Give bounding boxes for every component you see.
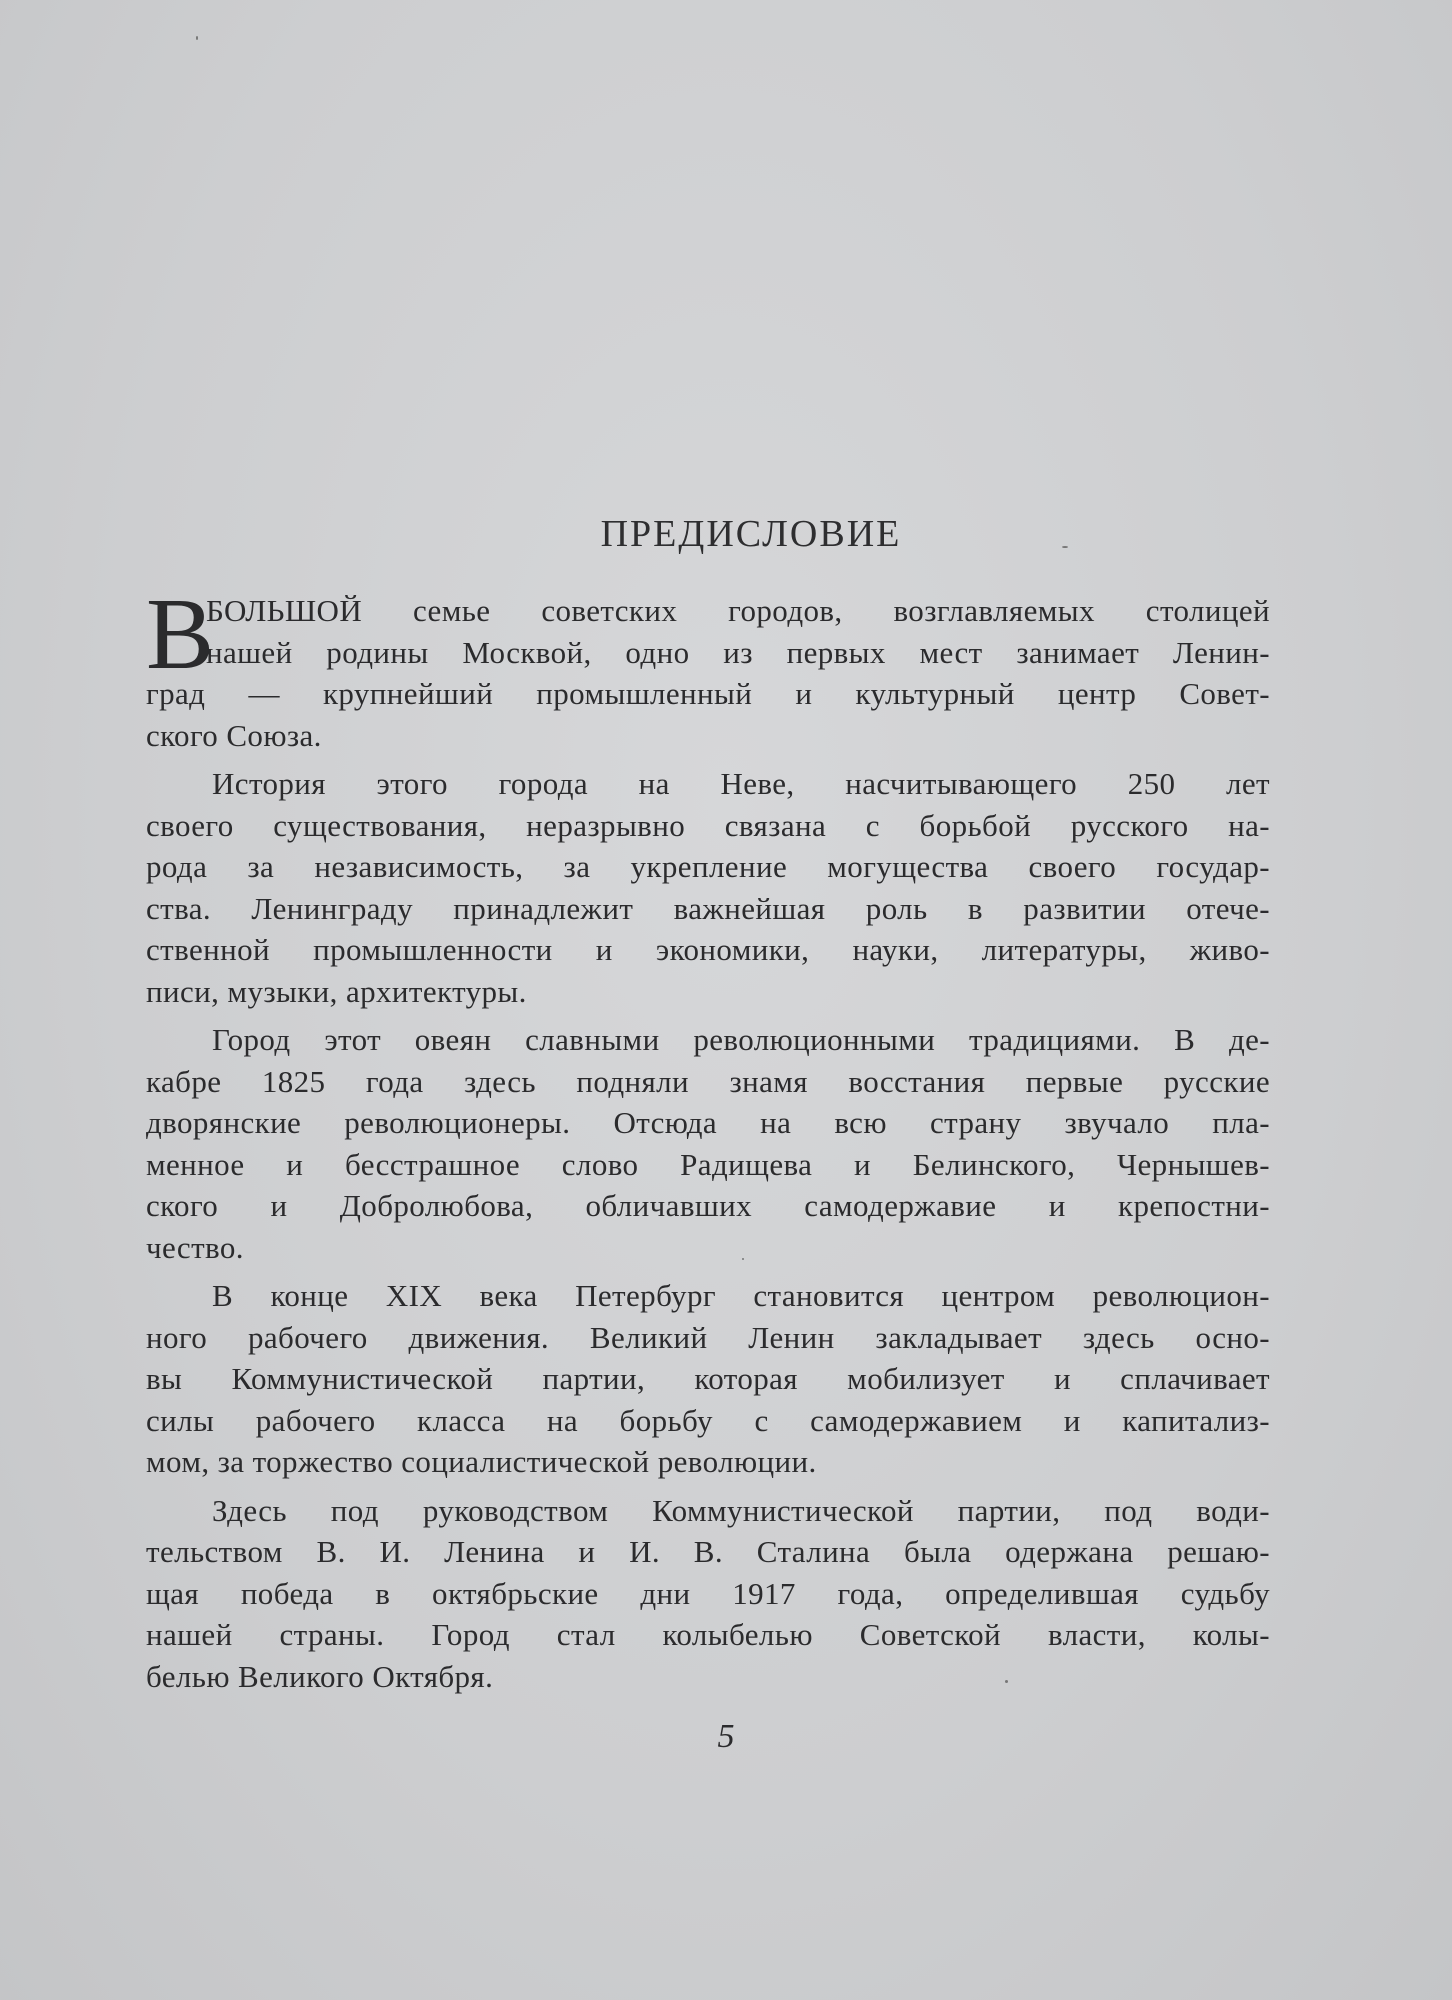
text-line: вы Коммунистической партии, которая мобилизует и сплачивает	[146, 1361, 1270, 1396]
text-line: ского Союза.	[146, 717, 322, 753]
page-number	[0, 1718, 1452, 1756]
paragraph-4	[146, 1275, 1270, 1483]
drop-cap: В	[146, 578, 215, 691]
text-line: чество.	[146, 1229, 244, 1265]
paragraph-2	[146, 763, 1270, 1012]
text-line: ства. Ленинграду принадлежит важнейшая роль в развитии отече-	[146, 890, 1270, 926]
text-line: своего существования, неразрывно связана с борьбой русского на-	[146, 807, 1270, 843]
text-line: тельством В. И. Ленина и И. В. Сталина была одержана решаю-	[146, 1534, 1270, 1569]
chapter-heading: ПРЕДИСЛОВИЕ	[600, 513, 902, 555]
text-line: дворянские революционеры. Отсюда на всю страну звучало пла-	[146, 1105, 1270, 1140]
text-line: силы рабочего класса на борьбу с самодержавием и капитализ-	[146, 1402, 1270, 1438]
text-line: В конце XIX века Петербург становится центром революцион-	[212, 1278, 1270, 1313]
text-line: кабре 1825 года здесь подняли знамя восстания первые русские	[146, 1063, 1270, 1099]
paper-speck	[1062, 546, 1068, 548]
text-line: ственной промышленности и экономики, науки, литературы, живо-	[146, 932, 1270, 967]
text-line: град — крупнейший промышленный и культурный центр Совет-	[146, 676, 1270, 711]
text-line: нашей страны. Город стал колыбелью Советской власти, колы-	[146, 1617, 1270, 1652]
paragraph-5	[146, 1490, 1270, 1698]
text-line: белью Великого Октября.	[146, 1658, 494, 1694]
text-line: нашей родины Москвой, одно из первых мест занимает Ленин-	[206, 634, 1270, 670]
body-text	[146, 578, 1270, 1697]
paragraph-1	[146, 578, 1270, 756]
paper-speck	[742, 1258, 744, 1260]
text-line: Город этот овеян славными революционными традициями. В де-	[212, 1022, 1270, 1057]
page-number-text: 5	[717, 1718, 735, 1755]
paper-speck	[1005, 1680, 1008, 1683]
text-line: ского и Добролюбова, обличавших самодержавие и крепостни-	[146, 1188, 1270, 1223]
text-line: менное и бесстрашное слово Радищева и Белинского, Чернышев-	[146, 1146, 1270, 1182]
text-line: щая победа в октябрьские дни 1917 года, определившая судьбу	[146, 1575, 1270, 1611]
text-line: ного рабочего движения. Великий Ленин закладывает здесь осно-	[146, 1319, 1270, 1355]
text-line: писи, музыки, архитектуры.	[146, 973, 527, 1009]
text-line: рода за независимость, за укрепление могущества своего государ-	[146, 849, 1270, 884]
text-line: мом, за торжество социалистической революции.	[146, 1444, 817, 1479]
text-line: БОЛЬШОЙ семье советских городов, возглавляемых столицей	[206, 593, 1270, 628]
paper-speck	[196, 36, 198, 40]
text-line: История этого города на Неве, насчитывающего 250 лет	[212, 766, 1270, 801]
paragraph-3	[146, 1019, 1270, 1268]
text-line: Здесь под руководством Коммунистической партии, под води-	[212, 1492, 1270, 1528]
